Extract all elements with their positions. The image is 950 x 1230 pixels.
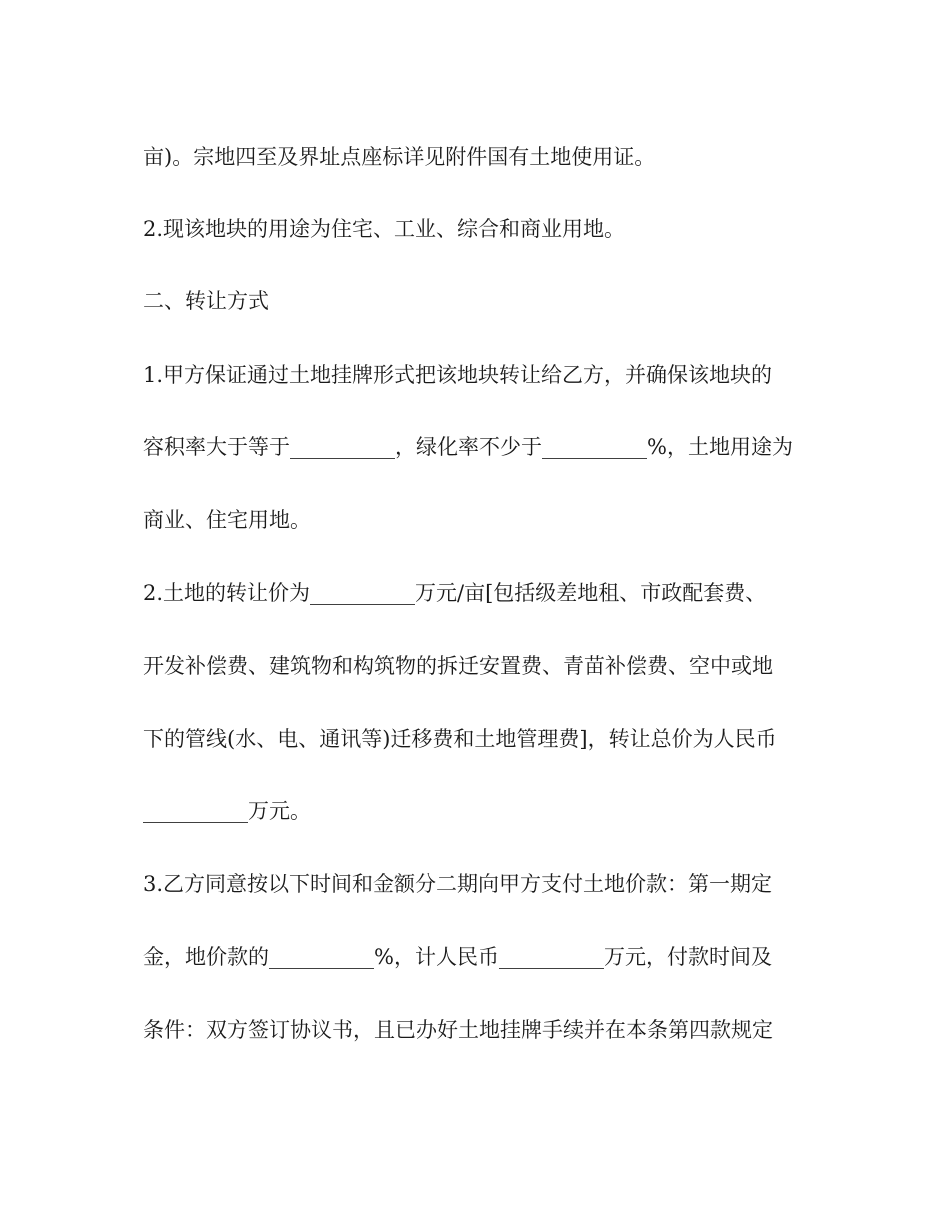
section-heading-transfer-method: 二、转让方式 — [143, 289, 269, 313]
text-line-4: 1.甲方保证通过土地挂牌形式把该地块转让给乙方，并确保该地块的 — [143, 363, 773, 387]
text-line-12: 金，地价款的__________%，计人民币__________万元，付款时间及 — [143, 945, 772, 969]
text-line-8: 开发补偿费、建筑物和构筑物的拆迁安置费、青苗补偿费、空中或地 — [143, 654, 773, 678]
text-line-9: 下的管线(水、电、通讯等)迁移费和土地管理费]，转让总价为人民币 — [143, 727, 777, 751]
text-line-7: 2.土地的转让价为__________万元/亩[包括级差地租、市政配套费、 — [143, 581, 767, 605]
text-line-5: 容积率大于等于__________，绿化率不少于__________%，土地用途为 — [143, 435, 793, 459]
text-line-13: 条件：双方签订协议书，且已办好土地挂牌手续并在本条第四款规定 — [143, 1018, 773, 1042]
text-line-10: __________万元。 — [143, 799, 311, 823]
text-line-6: 商业、住宅用地。 — [143, 508, 311, 532]
text-line-11: 3.乙方同意按以下时间和金额分二期向甲方支付土地价款：第一期定 — [143, 872, 773, 896]
text-line-2: 2.现该地块的用途为住宅、工业、综合和商业用地。 — [143, 217, 626, 241]
text-line-1: 亩)。宗地四至及界址点座标详见附件国有土地使用证。 — [143, 145, 656, 169]
